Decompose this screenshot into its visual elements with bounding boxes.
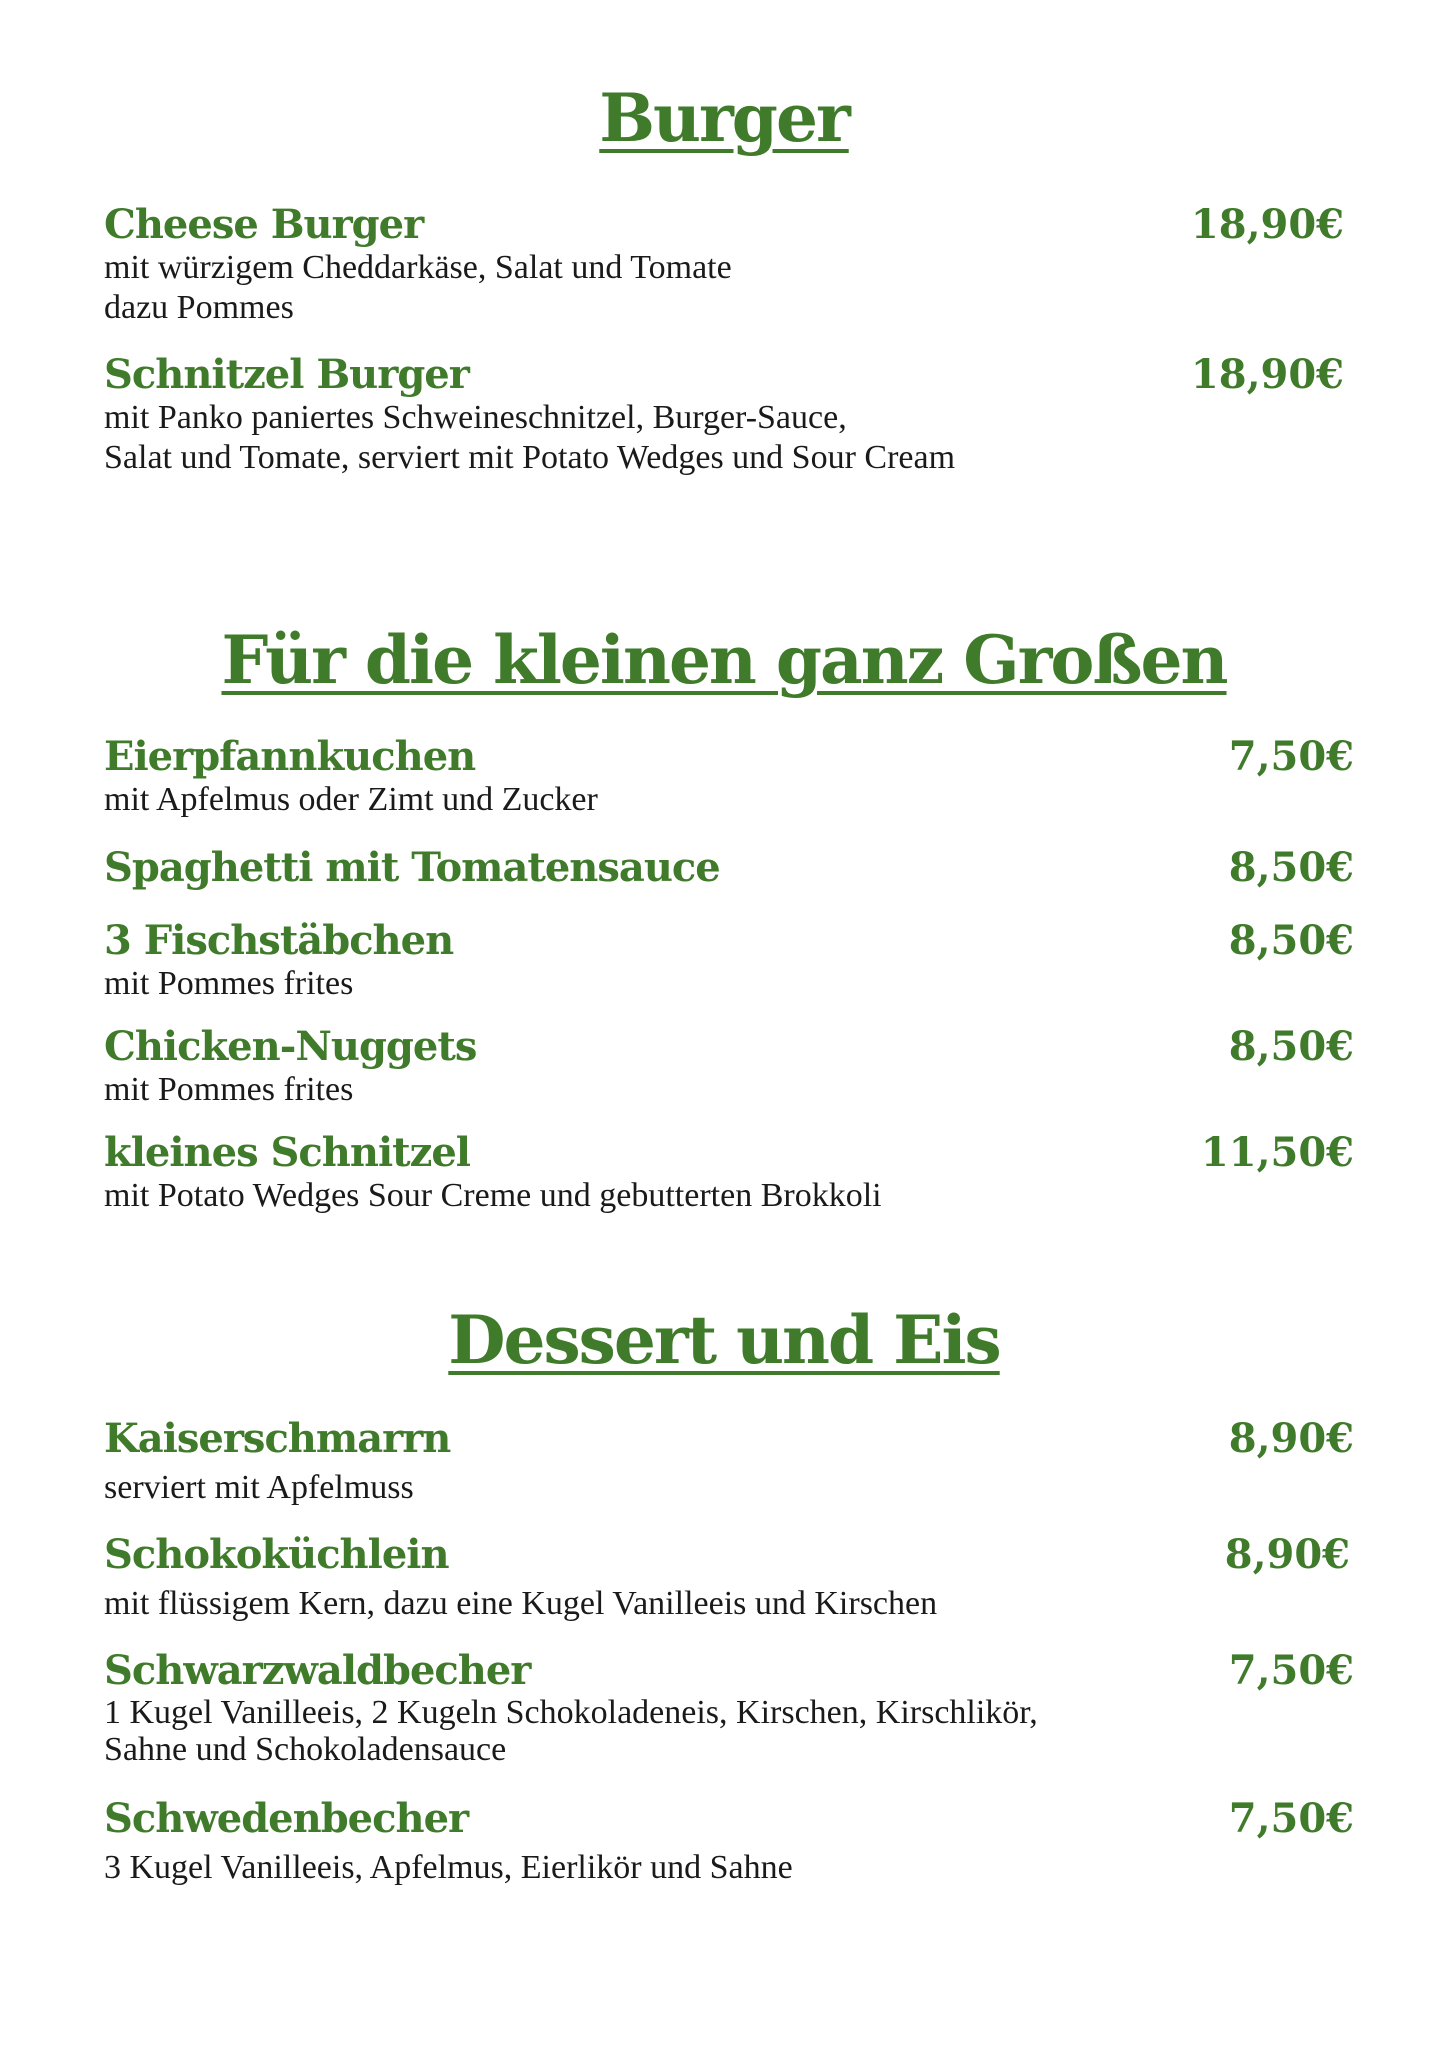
menu-item-cheese-burger <box>104 202 1354 328</box>
menu-item-schokokuechlein <box>104 1532 1354 1624</box>
item-name: Chicken-Nuggets <box>104 1023 477 1070</box>
item-name: 3 Fischstäbchen <box>104 917 454 964</box>
section-title-kids: Für die kleinen ganz Großen <box>221 621 1227 699</box>
item-price: 11,50€ <box>1200 1129 1354 1176</box>
item-price: 18,90€ <box>1190 351 1344 398</box>
item-description: mit Pommes frites <box>104 1071 354 1108</box>
item-description: mit flüssigem Kern, dazu eine Kugel Vanilleeis und Kirschen <box>104 1585 938 1622</box>
item-description: mit Pommes frites <box>104 965 354 1002</box>
item-price: 8,50€ <box>1228 917 1354 964</box>
menu-item-kleines-schnitzel <box>104 1130 1354 1216</box>
item-description: 3 Kugel Vanilleeis, Apfelmus, Eierlikör und Sahne <box>104 1849 793 1886</box>
item-price: 8,90€ <box>1224 1531 1350 1578</box>
section-title-burger: Burger <box>599 79 849 157</box>
item-description: serviert mit Apfelmuss <box>104 1469 414 1506</box>
item-description: mit würzigem Cheddarkäse, Salat und Tomate dazu Pommes <box>104 249 732 326</box>
item-name: Spaghetti mit Tomatensauce <box>104 844 720 891</box>
item-price: 18,90€ <box>1190 201 1344 248</box>
item-price: 8,90€ <box>1228 1415 1354 1462</box>
menu-item-schwedenbecher <box>104 1796 1354 1888</box>
menu-item-chicken-nuggets <box>104 1024 1354 1110</box>
item-price: 7,50€ <box>1228 1795 1354 1842</box>
menu-item-kaiserschmarrn <box>104 1416 1354 1508</box>
item-price: 7,50€ <box>1228 1647 1354 1694</box>
section-title-dessert: Dessert und Eis <box>448 1301 1000 1379</box>
menu-item-fischstaebchen <box>104 918 1354 1004</box>
item-price: 8,50€ <box>1228 1023 1354 1070</box>
menu-item-schwarzwaldbecher <box>104 1648 1354 1768</box>
item-description: 1 Kugel Vanilleeis, 2 Kugeln Schokoladeneis, Kirschen, Kirschlikör, Sahne und Schokoladensauce <box>104 1694 1038 1768</box>
item-name: Schokoküchlein <box>104 1531 449 1578</box>
item-description: mit Panko paniertes Schweineschnitzel, Burger-Sauce, Salat und Tomate, serviert mit Potato Wedges und Sour Cream <box>104 399 956 476</box>
item-name: kleines Schnitzel <box>104 1129 470 1176</box>
menu-item-spaghetti <box>104 845 1354 891</box>
menu-item-eierpfannkuchen <box>104 734 1354 820</box>
item-name: Schwarzwaldbecher <box>104 1647 531 1694</box>
menu-item-schnitzel-burger <box>104 352 1354 478</box>
item-description: mit Potato Wedges Sour Creme und gebutterten Brokkoli <box>104 1177 882 1214</box>
item-name: Kaiserschmarrn <box>104 1415 451 1462</box>
item-price: 7,50€ <box>1228 733 1354 780</box>
item-name: Schnitzel Burger <box>104 351 469 398</box>
item-name: Eierpfannkuchen <box>104 733 476 780</box>
item-price: 8,50€ <box>1228 844 1354 891</box>
item-name: Cheese Burger <box>104 201 424 248</box>
item-description: mit Apfelmus oder Zimt und Zucker <box>104 781 598 818</box>
item-name: Schwedenbecher <box>104 1795 469 1842</box>
